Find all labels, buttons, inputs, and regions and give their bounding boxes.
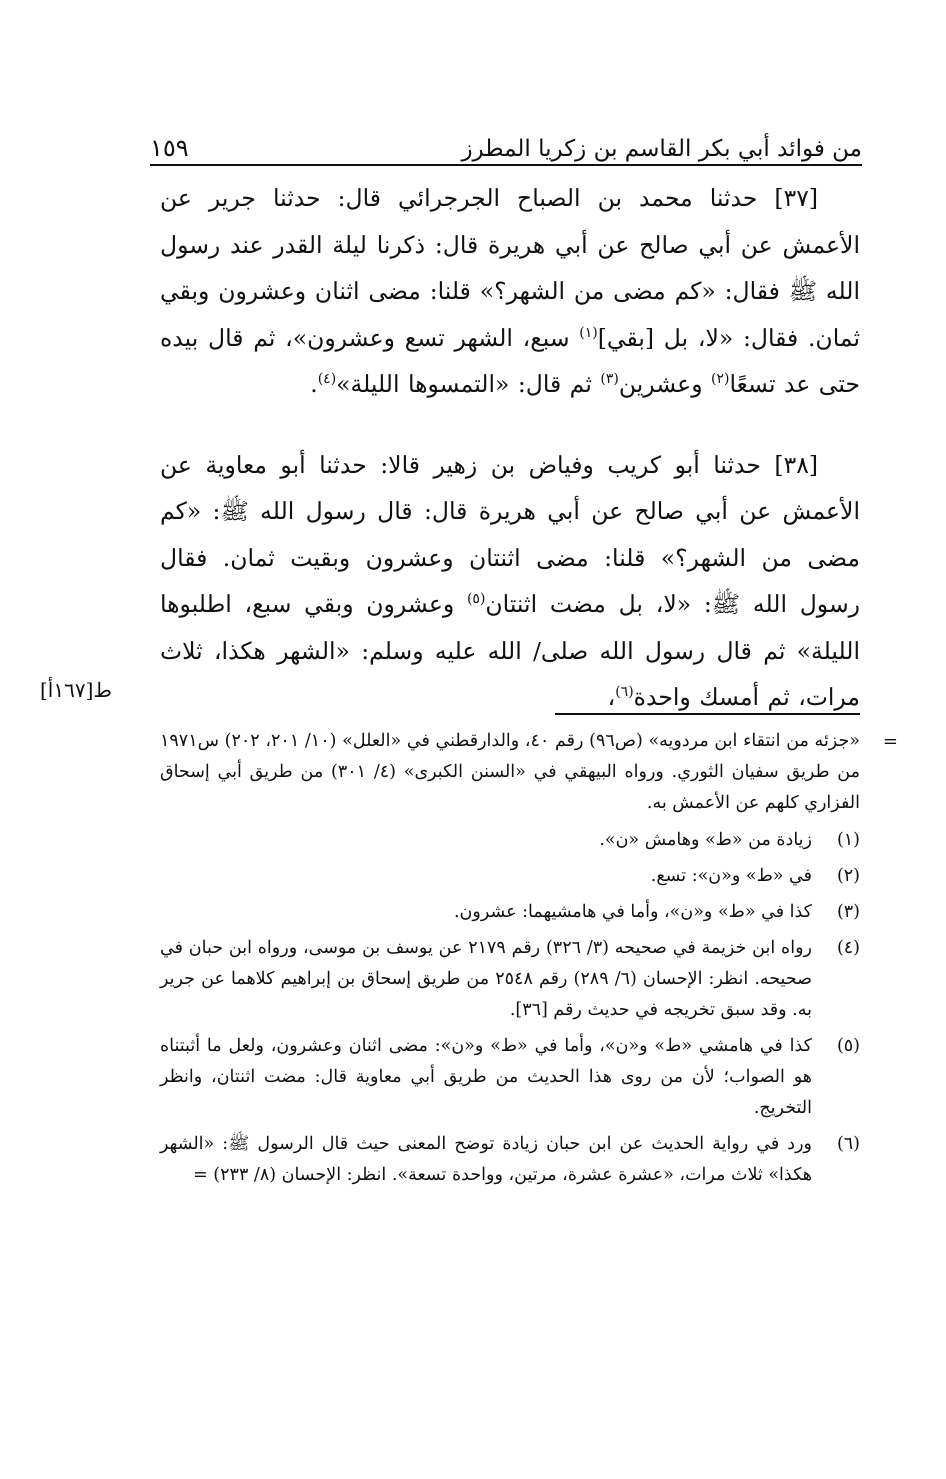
footnote-text: ورد في رواية الحديث عن ابن حبان زيادة توضح المعنى حيث قال الرسول ﷺ: «الشهر هكذا» ثلاث مرات، «عشرة عشرة، مرتين، وواحدة تسعة». انظر: الإحسان (٨/ ٢٣٣) =: [160, 1134, 812, 1185]
hadith-37-text-d: ثم قال: «التمسوها الليلة»: [336, 370, 601, 398]
hadith-38-text-b: وعشرون وبقي سبع، اطلبوها الليلة» ثم قال رسول الله صلى/ الله عليه وسلم: «الشهر هكذا، ثلاث مرات، ثم أمسك واحدة: [160, 590, 860, 711]
header-rule: [150, 164, 862, 166]
footnote-text: زيادة من «ط» وهامش «ن».: [599, 830, 812, 850]
footnote-separator: [555, 713, 860, 715]
footnote-item: [160, 825, 860, 856]
hadith-38: [160, 442, 860, 721]
footnote-text: في «ط» و«ن»: تسع.: [650, 866, 812, 886]
hadith-37: [160, 175, 860, 408]
hadith-37-end: .: [310, 370, 318, 398]
hadith-38-text: [٣٨] حدثنا أبو كريب وفياض بن زهير قالا: حدثنا أبو معاوية عن الأعمش عن أبي صالح عن أبي هريرة قال: قال رسول الله ﷺ: «كم مضى من الشهر؟» قلنا: مضى اثنتان وعشرون وبقيت ثمان. فقال رسول الله ﷺ: «لا، بل مضت اثنتان: [160, 450, 860, 618]
main-text: [160, 175, 860, 721]
footnote-ref-2: (٢): [711, 371, 730, 388]
footnote-text: كذا في «ط» و«ن»، وأما في هامشيهما: عشرون.: [453, 902, 812, 922]
footnote-item: [160, 1129, 860, 1191]
footnotes: [160, 726, 898, 1196]
footnote-ref-5: (٥): [466, 591, 486, 608]
footnote-item: [160, 1031, 860, 1124]
hadith-38-end: ،: [607, 683, 616, 711]
footnote-number: (٦): [836, 1134, 860, 1154]
footnote-number: (٢): [836, 866, 860, 886]
footnote-continuation: [160, 726, 898, 819]
footnote-text: رواه ابن خزيمة في صحيحه (٣/ ٣٢٦) رقم ٢١٧٩ عن يوسف بن موسى، ورواه ابن حبان في صحيحه. انظر: الإحسان (٦/ ٢٨٩) رقم ٢٥٤٨ من طريق إسحاق بن إبراهيم كلاهما عن جرير به. وقد سبق تخريجه في حديث رقم [٣٦].: [160, 938, 812, 1020]
footnote-number: (١): [836, 830, 860, 850]
continuation-mark: =: [882, 731, 898, 752]
page-number: ١٥٩: [150, 134, 189, 162]
footnote-text: كذا في هامشي «ط» و«ن»، وأما في «ط» و«ن»: مضى اثنان وعشرون، ولعل ما أثبتناه هو الصواب؛ لأن من روى هذا الحديث من طريق أبي معاوية قال: مضت اثنتان، وانظر التخريج.: [160, 1036, 812, 1118]
footnote-item: [160, 933, 860, 1026]
hadith-37-text-b: سبع، الشهر تسع وعشرون»، ثم قال بيده حتى عد تسعًا: [160, 323, 860, 398]
footnote-number: (٣): [836, 902, 860, 922]
hadith-37-text: [٣٧] حدثنا محمد بن الصباح الجرجرائي قال: حدثنا جرير عن الأعمش عن أبي صالح عن أبي هريرة قال: ذكرنا ليلة القدر عند رسول الله ﷺ فقال: «كم مضى من الشهر؟» قلنا: مضى اثنان وعشرون وبقي ثمان. فقال: «لا، بل [بقي]: [160, 184, 860, 352]
manuscript-folio-note: ط[١٦٧أ]: [40, 678, 112, 702]
hadith-37-text-c: وعشرين: [618, 370, 712, 398]
footnote-ref-3: (٣): [600, 371, 619, 388]
footnote-continuation-text: «جزئه من انتقاء ابن مردويه» (ص٩٦) رقم ٤٠، والدارقطني في «العلل» (١٠/ ٢٠١، ٢٠٢) س١٩٧١ من طريق سفيان الثوري. ورواه البيهقي في «السنن الكبرى» (٤/ ٣٠١) من طريق أبي إسحاق الفزاري كلهم عن الأعمش به.: [160, 731, 860, 813]
footnote-item: [160, 897, 860, 928]
footnote-number: (٥): [836, 1036, 860, 1056]
footnote-ref-1: (١): [579, 324, 598, 341]
footnote-ref-4: (٤): [317, 371, 337, 388]
page-header: [150, 118, 862, 162]
running-title: من فوائد أبي بكر القاسم بن زكريا المطرز: [461, 136, 862, 162]
footnote-number: (٤): [836, 938, 860, 958]
footnote-item: [160, 861, 860, 892]
footnote-ref-6: (٦): [615, 684, 634, 701]
